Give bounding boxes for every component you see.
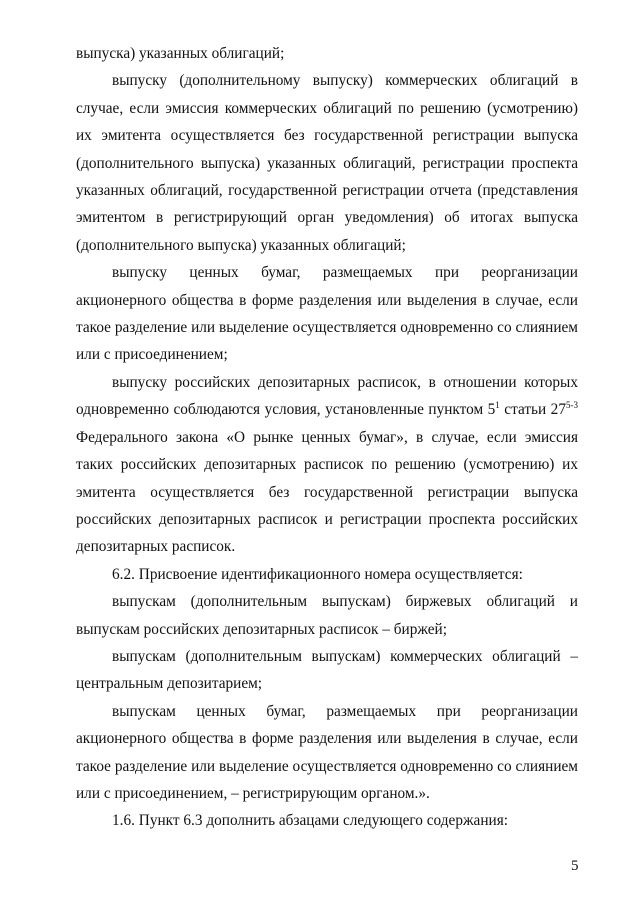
paragraph-1: выпуска) указанных облигаций; [76, 45, 285, 62]
document-body [76, 40, 578, 835]
paragraph-6: выпускам (дополнительным выпускам) биржевых облигаций и выпускам российских депозитарных расписок – биржей; [76, 593, 578, 638]
paragraph-4-part-1: выпуску российских депозитарных расписок, в отношении которых одновременно соблюдаются условия, установленные пунктом 5 [76, 373, 578, 419]
paragraph-7: выпускам (дополнительным выпускам) коммерческих облигаций – центральным депозитарием; [76, 647, 578, 693]
paragraph-4 [76, 369, 578, 561]
superscript-1: 1 [495, 400, 500, 411]
page-number: 5 [571, 858, 579, 874]
paragraph-9: 1.6. Пункт 6.3 дополнить абзацами следующего содержания: [112, 812, 509, 830]
paragraph-8: выпускам ценных бумаг, размещаемых при реорганизации акционерного общества в форме разделения или выделения в случае, если такое разделение или выделение осуществляется одновременно со слиянием или с присоединением, – регистрирующим органом.». [76, 702, 578, 802]
paragraph-4-part-3: Федерального закона «О рынке ценных бумаг», в случае, если эмиссия таких российских депозитарных расписок по решению (усмотрению) их эмитента осуществляется без государственной регистрации выпуска российских депозитарных расписок и регистрации проспекта российских депозитарных расписок. [76, 428, 578, 556]
paragraph-5: 6.2. Присвоение идентификационного номера осуществляется: [112, 565, 523, 583]
paragraph-3: выпуску ценных бумаг, размещаемых при реорганизации акционерного общества в форме разделения или выделения в случае, если такое разделение или выделение осуществляется одновременно со слиянием или с присоединением; [76, 264, 578, 364]
superscript-2: 5-3 [565, 400, 578, 411]
paragraph-4-part-2: статьи 27 [499, 401, 566, 419]
paragraph-2: выпуску (дополнительному выпуску) коммерческих облигаций в случае, если эмиссия коммерческих облигаций по решению (усмотрению) их эмитента осуществляется без государственной регистрации выпуска (дополнительного выпуска) указанных облигаций, регистрации проспекта указанных облигаций, государственной регистрации отчета (представления эмитентом в регистрирующий орган уведомления) об итогах выпуска (дополнительного выпуска) указанных облигаций; [76, 72, 578, 254]
